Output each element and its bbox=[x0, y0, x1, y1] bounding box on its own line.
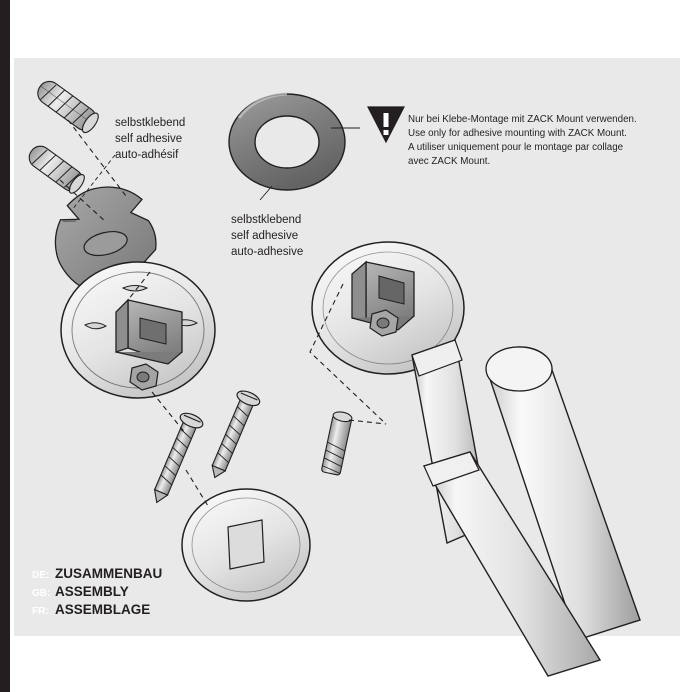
wall-plug-upper bbox=[33, 77, 101, 135]
adhesive-ring bbox=[229, 94, 345, 190]
wall-plug-lower bbox=[25, 142, 87, 195]
warning-triangle-icon bbox=[368, 107, 404, 142]
legend-lang-fr: FR: bbox=[32, 606, 49, 617]
legend-lang-de: DE: bbox=[32, 570, 50, 581]
adhesive-disc-label-line3: auto-adhésif bbox=[115, 149, 179, 161]
adhesive-ring-label bbox=[231, 214, 303, 258]
legend-lang-gb: GB: bbox=[32, 588, 51, 599]
adhesive-disc-label-line1: selbstklebend bbox=[115, 117, 186, 129]
cover-cap bbox=[182, 489, 310, 601]
legend-word-fr: ASSEMBLAGE bbox=[55, 602, 151, 617]
warning-note-text bbox=[408, 114, 637, 167]
grub-screw bbox=[321, 410, 353, 475]
adhesive-disc-label-line2: self adhesive bbox=[115, 133, 183, 145]
adhesive-ring-label-line2: self adhesive bbox=[231, 230, 299, 242]
legend bbox=[32, 566, 162, 617]
screw-lower bbox=[146, 410, 205, 507]
warning-note-line4: avec ZACK Mount. bbox=[408, 156, 491, 167]
warning-note-line2: Use only for adhesive mounting with ZACK Mount. bbox=[408, 128, 627, 139]
legend-word-gb: ASSEMBLY bbox=[55, 584, 129, 599]
mounting-base-plate bbox=[61, 262, 215, 398]
adhesive-ring-label-line1: selbstklebend bbox=[231, 214, 302, 226]
screw-upper bbox=[204, 388, 262, 482]
adhesive-ring-label-line3: auto-adhesive bbox=[231, 246, 304, 258]
warning-note-line1: Nur bei Klebe-Montage mit ZACK Mount verwenden. bbox=[408, 114, 637, 125]
base-inner-bracket bbox=[116, 300, 182, 364]
adhesive-disc-label bbox=[115, 117, 185, 161]
legend-word-de: ZUSAMMENBAU bbox=[55, 566, 163, 581]
warning-note-line3: A utiliser uniquement pour le montage par collage bbox=[408, 142, 624, 153]
